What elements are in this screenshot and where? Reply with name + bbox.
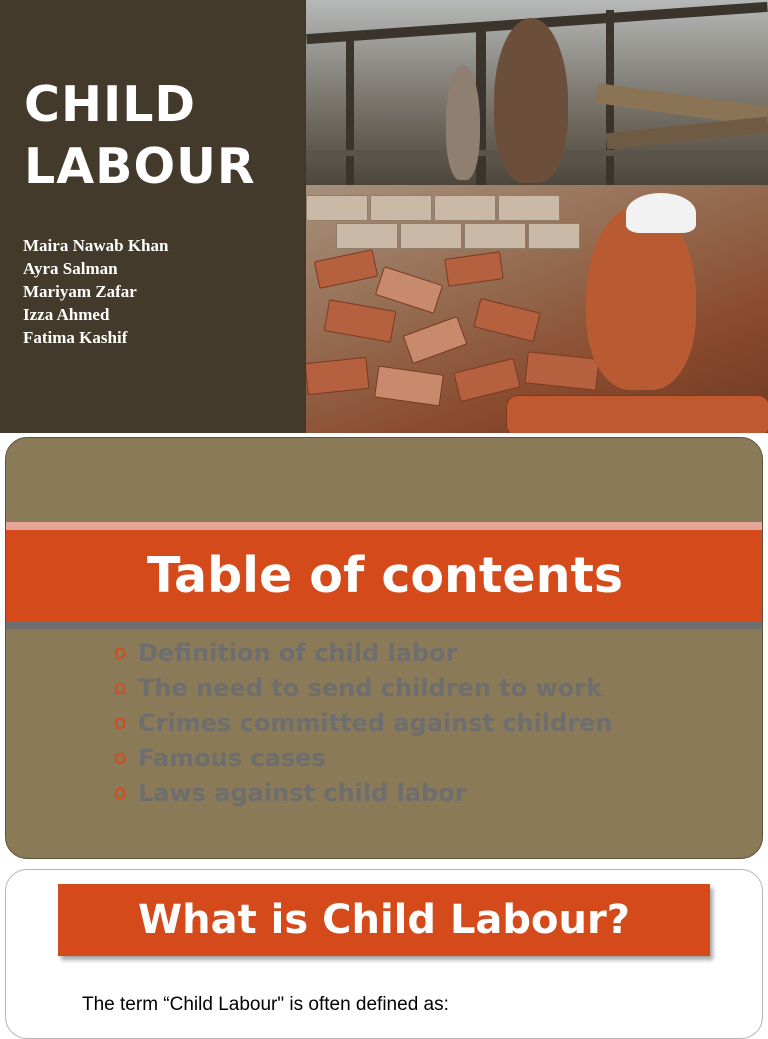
toc-item bbox=[114, 638, 674, 669]
toc-item bbox=[114, 743, 674, 774]
workshop-photo bbox=[306, 0, 768, 185]
author-name: Izza Ahmed bbox=[23, 305, 110, 324]
bullet-icon: o bbox=[114, 640, 127, 664]
bullet-icon: o bbox=[114, 675, 127, 699]
toc-list bbox=[114, 638, 674, 813]
toc-item bbox=[114, 778, 674, 809]
brick-photo bbox=[306, 185, 768, 433]
definition-text: The term “Child Labour" is often defined as: bbox=[82, 994, 449, 1015]
author-name: Fatima Kashif bbox=[23, 328, 128, 347]
bullet-icon: o bbox=[114, 710, 127, 734]
title-line-1: CHILD bbox=[24, 76, 197, 133]
bullet-icon: o bbox=[114, 745, 127, 769]
definition-slide bbox=[5, 869, 763, 1039]
toc-item-label: Definition of child labor bbox=[138, 639, 458, 667]
definition-title-band bbox=[58, 884, 710, 956]
toc-item-label: Crimes committed against children bbox=[138, 709, 613, 737]
table-of-contents-slide bbox=[5, 437, 763, 859]
slide-title bbox=[24, 74, 256, 198]
photo-collage bbox=[306, 0, 768, 433]
title-band-top-stripe bbox=[6, 522, 763, 530]
title-line-2: LABOUR bbox=[24, 138, 256, 195]
toc-item bbox=[114, 673, 674, 704]
title-band-bottom-stripe bbox=[6, 622, 763, 629]
author-name: Mariyam Zafar bbox=[23, 282, 137, 301]
toc-title: Table of contents bbox=[146, 547, 624, 604]
author-name: Maira Nawab Khan bbox=[23, 236, 169, 255]
title-slide bbox=[0, 0, 768, 433]
toc-item bbox=[114, 708, 674, 739]
author-name: Ayra Salman bbox=[23, 259, 118, 278]
toc-item-label: Laws against child labor bbox=[138, 779, 467, 807]
toc-item-label: The need to send children to work bbox=[138, 674, 603, 702]
toc-item-label: Famous cases bbox=[138, 744, 326, 772]
bullet-icon: o bbox=[114, 780, 127, 804]
title-panel bbox=[0, 0, 306, 433]
title-band bbox=[6, 530, 763, 622]
definition-title: What is Child Labour? bbox=[138, 897, 630, 943]
author-list bbox=[23, 234, 168, 349]
